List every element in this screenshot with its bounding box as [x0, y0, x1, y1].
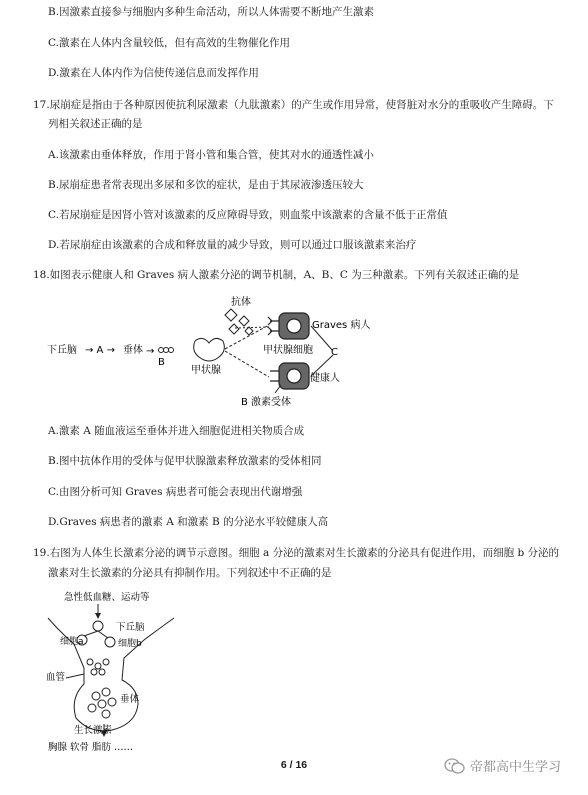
cell-b-label: 细胞b [118, 639, 142, 649]
q18-option-a: A.激素 A 随血液运至垂体并进入细胞促进相关物质合成 [48, 425, 305, 437]
thyroid-label: 甲状腺 [191, 365, 221, 376]
q16-option-b: B.因激素直接参与细胞内多种生命活动，所以人体需要不断地产生激素 [48, 6, 375, 18]
q19-figure [40, 588, 180, 754]
q18-stem: 18.如图表示健康人和 Graves 病人激素分泌的调节机制，A、B、C 为三种激素。下列有关叙述正确的是 [33, 269, 520, 281]
q16-option-d: D.激素在人体内作为信使传递信息而发挥作用 [48, 67, 259, 79]
thyroid-cell-upper [268, 313, 309, 339]
hypothalamus-label: 下丘脑 [47, 345, 77, 356]
target-tissues-label: 胸腺 软骨 脂肪 …… [48, 742, 134, 753]
q17-stem-line1: 17.尿崩症是指由于各种原因使抗利尿激素（九肽激素）的产生或作用异常，使肾脏对水分的重吸收产生障碍。下 [33, 99, 554, 111]
thyroid-gland-icon [194, 338, 225, 361]
b-label: B [158, 357, 165, 368]
graves-label: Graves 病人 [312, 320, 371, 331]
q18-option-b: B.图中抗体作用的受体与促甲状腺激素释放激素的受体相同 [48, 455, 322, 467]
page-number: 6 / 16 [280, 759, 308, 771]
thyroid-cell-label: 甲状腺细胞 [263, 345, 313, 356]
pituitary-label: 垂体 [120, 694, 140, 705]
healthy-label: 健康人 [310, 373, 340, 384]
hormone-b-icon [159, 348, 174, 353]
receptor-label: B 激素受体 [241, 397, 292, 408]
q17-option-b: B.尿崩症患者常表现出多尿和多饮的症状，是由于其尿液渗透压较大 [48, 179, 364, 191]
thyroid-cell-lower [270, 363, 309, 389]
c-label: C [331, 347, 338, 358]
stimulus-label: 急性低血糖、运动等 [64, 592, 150, 603]
q17-option-c: C.若尿崩症是因肾小管对该激素的反应障碍导致，则血浆中该激素的含量不低于正常值 [48, 209, 448, 221]
svg-text:→: → [146, 346, 155, 357]
pituitary-label: 垂体 [123, 345, 143, 356]
wechat-icon [444, 757, 466, 775]
q19-stem-line1: 19.右图为人体生长激素分泌的调节示意图。细胞 a 分泌的激素对生长激素的分泌具有促进作用，而细胞 b 分泌的 [33, 547, 560, 559]
q16-option-c: C.激素在人体内含量较低，但有高效的生物催化作用 [48, 37, 290, 49]
gh-label: 生长激素 [74, 725, 113, 736]
q18-option-c: C.由图分析可知 Graves 病患者可能会表现出代谢增强 [48, 486, 303, 498]
watermark-text: 帝都高中生学习 [470, 760, 562, 775]
q19-stem-line2: 激素对生长激素的分泌具有抑制作用。下列叙述中不正确的是 [48, 567, 332, 579]
antibody-label: 抗体 [231, 297, 251, 308]
antibody-icon [225, 309, 253, 335]
hypothalamus-label: 下丘脑 [116, 622, 145, 633]
vessel-label: 血管 [46, 672, 66, 683]
q17-option-d: D.若尿崩症由该激素的合成和释放量的减少导致，则可以通过口服该激素来治疗 [48, 239, 417, 251]
arrow-a-label: → A → [85, 345, 115, 356]
cell-a-label: 细胞a [60, 637, 84, 647]
watermark [444, 756, 561, 775]
q18-figure [45, 293, 390, 411]
q17-option-a: A.该激素由垂体释放，作用于肾小管和集合管，使其对水的通透性减小 [48, 149, 374, 161]
q17-stem-line2: 列相关叙述正确的是 [48, 118, 143, 130]
q18-option-d: D.Graves 病患者的激素 A 和激素 B 的分泌水平较健康人高 [48, 516, 329, 528]
